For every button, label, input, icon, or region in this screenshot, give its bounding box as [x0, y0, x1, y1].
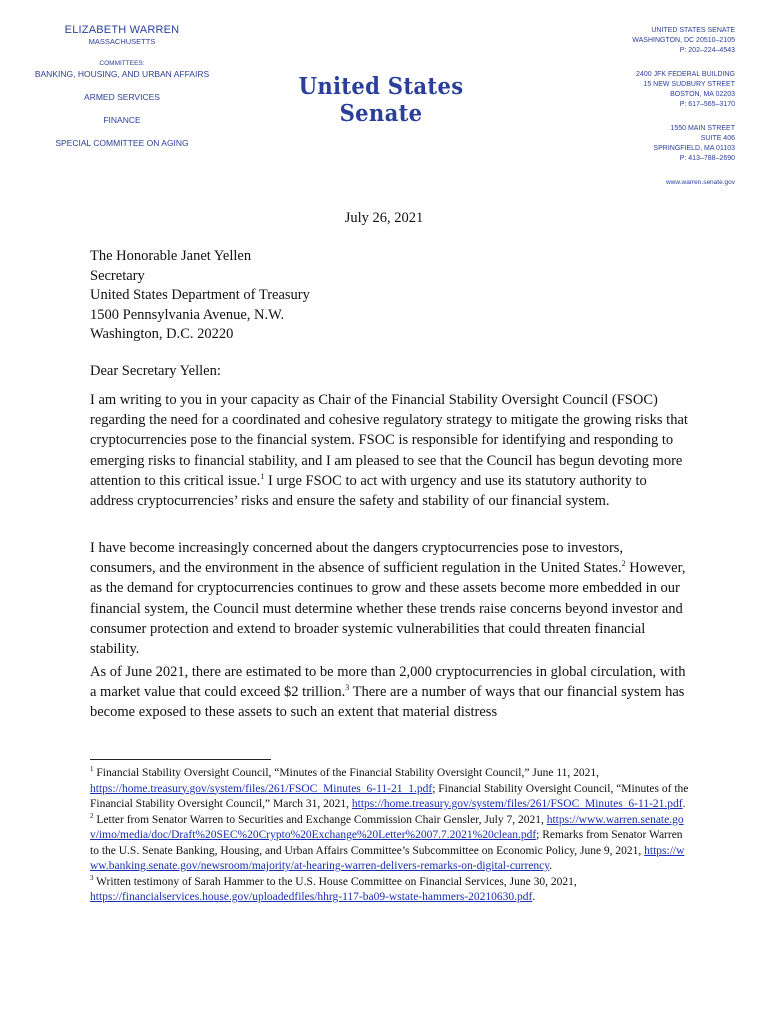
footnote-ref[interactable]: 1: [260, 471, 265, 481]
paragraph-text: There are a number of ways that our financial system has become exposed to these assets to such an extent that material distress: [90, 684, 685, 721]
senator-state: MASSACHUSETTS: [88, 37, 156, 46]
office-line: BOSTON, MA 02203: [670, 91, 735, 98]
committee-armed-services: ARMED SERVICES: [84, 92, 160, 102]
office-line: WASHINGTON, DC 20510–2105: [632, 37, 735, 44]
office-line: 1550 MAIN STREET: [670, 125, 735, 132]
recipient-line: The Honorable Janet Yellen: [90, 248, 252, 264]
office-line: UNITED STATES SENATE: [651, 27, 735, 34]
recipient-line: Washington, D.C. 20220: [90, 326, 234, 343]
footnote-text: .: [549, 860, 553, 872]
footnote-link[interactable]: https://home.treasury.gov/system/files/261/FSOC_Minutes_6-11-21.pdf: [351, 798, 683, 810]
office-washington: [632, 26, 735, 56]
footnote-text: .: [532, 891, 536, 903]
committee-banking: BANKING, HOUSING, AND URBAN AFFAIRS: [34, 69, 210, 79]
paragraph-text: As of June 2021, there are estimated to be more than 2,000 cryptocurrencies in global circulation, with a market value that could exceed $2 trillion.: [90, 664, 686, 701]
recipient-line: 1500 Pennsylvania Avenue, N.W.: [90, 306, 285, 323]
website: www.warren.senate.gov: [665, 179, 735, 186]
footnote-text: Financial Stability Oversight Council, “Minutes of the Financial Stability Oversight Council,” June 11, 2021,: [93, 767, 600, 779]
footnote-text: Letter from Senator Warren to Securities and Exchange Commission Chair Gensler, July 7, 2021,: [93, 813, 547, 826]
footnote-link[interactable]: https://financialservices.house.gov/uploadedfiles/hhrg-117-ba09-wstate-hammers-20210630.pdf: [90, 891, 533, 903]
footnote-3: [90, 875, 690, 906]
committee-aging: SPECIAL COMMITTEE ON AGING: [55, 138, 189, 148]
footnote-2: [90, 813, 690, 875]
chamber-title: United States Senate: [298, 73, 464, 127]
footnote-link[interactable]: https://www.warren.senate.gov/imo/media/doc/Draft%20SEC%20Crypto%20Exchange%20Letter%2007.7.2021%20clean.pdf: [90, 813, 684, 841]
office-line: 2400 JFK FEDERAL BUILDING: [636, 71, 735, 78]
footnote-number: 3: [90, 873, 94, 882]
office-line: P: 413–788–2690: [679, 155, 735, 162]
footnote-separator: [90, 759, 271, 760]
footnote-number: 2: [90, 811, 94, 820]
footnotes: [90, 766, 690, 906]
paragraph-text: I urge FSOC to act with urgency and use its statutory authority to address cryptocurrencies’ risks and ensure the safety and stability of our financial system.: [90, 472, 647, 510]
office-line: P: 202–224–4543: [679, 47, 735, 54]
paragraph-text: However, as the demand for cryptocurrencies continues to grow and these assets become more embedded in our financial system, the Council must determine whether these trends raise concerns beyond investor and consumer protection and extend to broader systemic vulnerabilities that could threaten financial stability.: [90, 560, 686, 658]
paragraph-text: I am writing to you in your capacity as Chair of the Financial Stability Oversight Council (FSOC) regarding the need for a coordinated and cohesive regulatory strategy to mitigate the growing risks that cryptocurrencies pose to the financial system. FSOC is responsible for identifying and responding to emerging risks to financial stability, and I am pleased to see that the Council has begun devoting more attention to this critical issue.: [90, 392, 688, 489]
committee-finance: FINANCE: [103, 115, 141, 125]
office-springfield: [632, 124, 735, 164]
letterhead-offices: [632, 26, 735, 188]
salutation: Dear Secretary Yellen:: [90, 363, 221, 379]
paragraph-text: I have become increasingly concerned about the dangers cryptocurrencies pose to investors, consumers, and the environment in the absence of sufficient regulation in the United States.: [90, 540, 624, 577]
senator-name: ELIZABETH WARREN: [64, 24, 180, 36]
footnote-link[interactable]: https://www.banking.senate.gov/newsroom/majority/at-hearing-warren-delivers-remarks-on-digital-currency: [90, 844, 685, 872]
committees-heading: COMMITTEES:: [99, 60, 145, 67]
recipient-line: Secretary: [90, 267, 145, 284]
recipient-address: [90, 247, 310, 345]
footnote-text: ; Remarks from Senator Warren to the U.S. Senate Banking, Housing, and Urban Affairs Committee’s Subcommittee on Economic Policy, June 9, 2021,: [90, 829, 683, 857]
footnote-ref[interactable]: 2: [621, 559, 626, 569]
letterhead-left: [0, 24, 244, 148]
footnote-text: ; Financial Stability Oversight Council, “Minutes of the Financial Stability Oversight Council,” March 31, 2021,: [90, 782, 689, 810]
office-line: P: 617–565–3170: [679, 101, 735, 108]
office-line: 15 NEW SUDBURY STREET: [643, 81, 735, 88]
footnote-1: [90, 766, 690, 813]
office-line: SPRINGFIELD, MA 01103: [653, 145, 735, 152]
paragraph-2: [90, 538, 690, 659]
footnote-number: 1: [90, 765, 94, 774]
letter-date: July 26, 2021: [344, 210, 424, 226]
footnote-text: .: [682, 798, 686, 810]
paragraph-3: [90, 662, 690, 723]
paragraph-1: [90, 390, 690, 511]
office-line: SUITE 406: [700, 135, 735, 142]
recipient-line: United States Department of Treasury: [90, 287, 310, 304]
footnote-text: Written testimony of Sarah Hammer to the U.S. House Committee on Financial Services, June 30, 2021,: [93, 875, 577, 888]
footnote-link[interactable]: https://home.treasury.gov/system/files/261/FSOC_Minutes_6-11-21_1.pdf: [90, 782, 433, 795]
office-boston: [632, 70, 735, 110]
footnote-ref[interactable]: 3: [345, 683, 350, 693]
